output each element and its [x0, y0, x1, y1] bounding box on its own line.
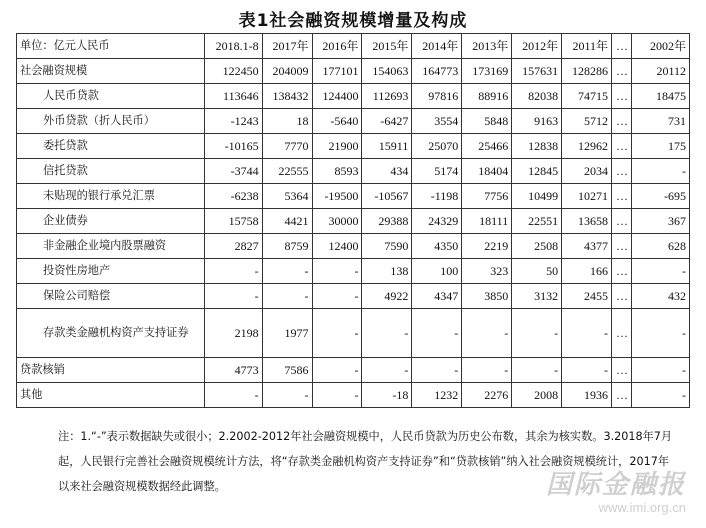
value-cell: 12845	[512, 159, 562, 184]
row-label: 外币贷款（折人民币）	[17, 109, 205, 134]
table-footnote: 注：1.“-”表示数据缺失或很小；2.2002-2012年社会融资规模中，人民币贷款为历史公布数，其余为核实数。3.2018年7月起，人民银行完善社会融资规模统计方法，将“存款类金融机构资产支持证券”和“贷款核销”纳入社会融资规模统计，2017年以来社会融资规模数据经此调整。	[58, 430, 673, 493]
value-cell: -	[204, 383, 262, 408]
value-cell: 2034	[562, 159, 612, 184]
value-cell: …	[612, 234, 632, 259]
value-cell: …	[612, 309, 632, 358]
value-cell: 164773	[412, 59, 462, 84]
value-cell: …	[612, 159, 632, 184]
value-cell: 4922	[362, 284, 412, 309]
table-row	[17, 284, 690, 309]
value-cell: -19500	[312, 184, 362, 209]
value-cell: -6427	[362, 109, 412, 134]
value-cell: 1977	[262, 309, 312, 358]
value-cell: 30000	[312, 209, 362, 234]
table-row	[17, 209, 690, 234]
value-cell: 15758	[204, 209, 262, 234]
value-cell: -	[412, 358, 462, 383]
table-title: 表1社会融资规模增量及构成	[238, 11, 468, 31]
value-cell: 12838	[512, 134, 562, 159]
value-cell: 25070	[412, 134, 462, 159]
value-cell: 7770	[262, 134, 312, 159]
value-cell: 25466	[462, 134, 512, 159]
value-cell: 5848	[462, 109, 512, 134]
value-cell: 2827	[204, 234, 262, 259]
value-cell: -10165	[204, 134, 262, 159]
header-row	[17, 34, 690, 59]
value-cell: 8759	[262, 234, 312, 259]
value-cell: 13658	[562, 209, 612, 234]
value-cell: 7756	[462, 184, 512, 209]
header-year-cell: …	[612, 34, 632, 59]
value-cell: …	[612, 109, 632, 134]
value-cell: 128286	[562, 59, 612, 84]
watermark-logo	[546, 470, 686, 515]
header-year-cell: 2013年	[462, 34, 512, 59]
value-cell: -	[362, 309, 412, 358]
header-year-cell: 2017年	[262, 34, 312, 59]
header-year-cell: 2016年	[312, 34, 362, 59]
value-cell: …	[612, 84, 632, 109]
row-label: 企业债券	[17, 209, 205, 234]
value-cell: -	[312, 284, 362, 309]
value-cell: -1243	[204, 109, 262, 134]
header-year-cell: 2015年	[362, 34, 412, 59]
value-cell: 7590	[362, 234, 412, 259]
value-cell: -	[312, 358, 362, 383]
value-cell: -1198	[412, 184, 462, 209]
value-cell: 10271	[562, 184, 612, 209]
value-cell: 2276	[462, 383, 512, 408]
value-cell: 18404	[462, 159, 512, 184]
table-row	[17, 109, 690, 134]
value-cell: -	[312, 383, 362, 408]
value-cell: -	[632, 159, 690, 184]
value-cell: -	[262, 383, 312, 408]
header-year-cell: 2018.1-8	[204, 34, 262, 59]
header-unit-cell: 单位：亿元人民币	[17, 34, 205, 59]
value-cell: 628	[632, 234, 690, 259]
value-cell: -	[204, 259, 262, 284]
value-cell: 97816	[412, 84, 462, 109]
value-cell: -695	[632, 184, 690, 209]
value-cell: 367	[632, 209, 690, 234]
value-cell: 2198	[204, 309, 262, 358]
value-cell: 204009	[262, 59, 312, 84]
table-row	[17, 234, 690, 259]
value-cell: -	[562, 358, 612, 383]
value-cell: 4377	[562, 234, 612, 259]
value-cell: -10567	[362, 184, 412, 209]
value-cell: 29388	[362, 209, 412, 234]
value-cell: 21900	[312, 134, 362, 159]
value-cell: …	[612, 259, 632, 284]
value-cell: 138432	[262, 84, 312, 109]
value-cell: 3554	[412, 109, 462, 134]
value-cell: 18	[262, 109, 312, 134]
value-cell: 18111	[462, 209, 512, 234]
value-cell: -18	[362, 383, 412, 408]
value-cell: -	[512, 309, 562, 358]
value-cell: -	[312, 309, 362, 358]
value-cell: -	[462, 309, 512, 358]
value-cell: 12962	[562, 134, 612, 159]
value-cell: 2455	[562, 284, 612, 309]
value-cell: 434	[362, 159, 412, 184]
value-cell: 5712	[562, 109, 612, 134]
value-cell: -	[562, 309, 612, 358]
value-cell: …	[612, 209, 632, 234]
value-cell: 432	[632, 284, 690, 309]
value-cell: 138	[362, 259, 412, 284]
value-cell: …	[612, 134, 632, 159]
value-cell: 9163	[512, 109, 562, 134]
row-label: 未贴现的银行承兑汇票	[17, 184, 205, 209]
table-row	[17, 59, 690, 84]
value-cell: 731	[632, 109, 690, 134]
value-cell: …	[612, 184, 632, 209]
row-label: 贷款核销	[17, 358, 205, 383]
header-year-cell: 2011年	[562, 34, 612, 59]
row-label: 社会融资规模	[17, 59, 205, 84]
value-cell: 1936	[562, 383, 612, 408]
value-cell: 2219	[462, 234, 512, 259]
value-cell: 4347	[412, 284, 462, 309]
value-cell: 100	[412, 259, 462, 284]
value-cell: 113646	[204, 84, 262, 109]
value-cell: 20112	[632, 59, 690, 84]
value-cell: 24329	[412, 209, 462, 234]
value-cell: 154063	[362, 59, 412, 84]
value-cell: -	[362, 358, 412, 383]
value-cell: 112693	[362, 84, 412, 109]
value-cell: 4350	[412, 234, 462, 259]
value-cell: 177101	[312, 59, 362, 84]
table-row	[17, 259, 690, 284]
value-cell: 2008	[512, 383, 562, 408]
row-label: 存款类金融机构资产支持证券	[17, 309, 205, 358]
table-row	[17, 184, 690, 209]
value-cell: 50	[512, 259, 562, 284]
row-label: 投资性房地产	[17, 259, 205, 284]
financing-table	[16, 33, 690, 408]
value-cell: 5174	[412, 159, 462, 184]
value-cell: 74715	[562, 84, 612, 109]
row-label: 委托贷款	[17, 134, 205, 159]
value-cell: -6238	[204, 184, 262, 209]
value-cell: 15911	[362, 134, 412, 159]
value-cell: …	[612, 284, 632, 309]
watermark-url: www.imi.org.cn	[598, 500, 686, 515]
value-cell: -	[204, 284, 262, 309]
value-cell: …	[612, 59, 632, 84]
value-cell: 124400	[312, 84, 362, 109]
value-cell: 82038	[512, 84, 562, 109]
value-cell: 175	[632, 134, 690, 159]
value-cell: -	[632, 309, 690, 358]
value-cell: -3744	[204, 159, 262, 184]
value-cell: 122450	[204, 59, 262, 84]
row-label: 非金融企业境内股票融资	[17, 234, 205, 259]
value-cell: 166	[562, 259, 612, 284]
row-label: 其他	[17, 383, 205, 408]
row-label: 保险公司赔偿	[17, 284, 205, 309]
value-cell: 2508	[512, 234, 562, 259]
value-cell: -	[512, 358, 562, 383]
value-cell: -5640	[312, 109, 362, 134]
value-cell: 5364	[262, 184, 312, 209]
value-cell: -	[312, 259, 362, 284]
value-cell: …	[612, 383, 632, 408]
header-year-cell: 2002年	[632, 34, 690, 59]
header-year-cell: 2014年	[412, 34, 462, 59]
table-row	[17, 159, 690, 184]
value-cell: 4421	[262, 209, 312, 234]
value-cell: 3132	[512, 284, 562, 309]
value-cell: 10499	[512, 184, 562, 209]
value-cell: 8593	[312, 159, 362, 184]
value-cell: 88916	[462, 84, 512, 109]
value-cell: 7586	[262, 358, 312, 383]
value-cell: …	[612, 358, 632, 383]
table-row	[17, 383, 690, 408]
value-cell: 12400	[312, 234, 362, 259]
value-cell: 18475	[632, 84, 690, 109]
value-cell: 173169	[462, 59, 512, 84]
value-cell: -	[462, 358, 512, 383]
table-row	[17, 134, 690, 159]
table-row	[17, 358, 690, 383]
value-cell: -	[262, 284, 312, 309]
value-cell: 4773	[204, 358, 262, 383]
table-row	[17, 84, 690, 109]
value-cell: -	[632, 259, 690, 284]
value-cell: 1232	[412, 383, 462, 408]
value-cell: -	[412, 309, 462, 358]
row-label: 人民币贷款	[17, 84, 205, 109]
value-cell: -	[262, 259, 312, 284]
value-cell: -	[632, 358, 690, 383]
header-year-cell: 2012年	[512, 34, 562, 59]
table-body	[17, 34, 690, 408]
row-label: 信托贷款	[17, 159, 205, 184]
table-row	[17, 309, 690, 358]
value-cell: 22555	[262, 159, 312, 184]
value-cell: 3850	[462, 284, 512, 309]
value-cell: 157631	[512, 59, 562, 84]
value-cell: 323	[462, 259, 512, 284]
value-cell: -	[632, 383, 690, 408]
value-cell: 22551	[512, 209, 562, 234]
watermark-text: 国际金融报	[545, 470, 686, 500]
